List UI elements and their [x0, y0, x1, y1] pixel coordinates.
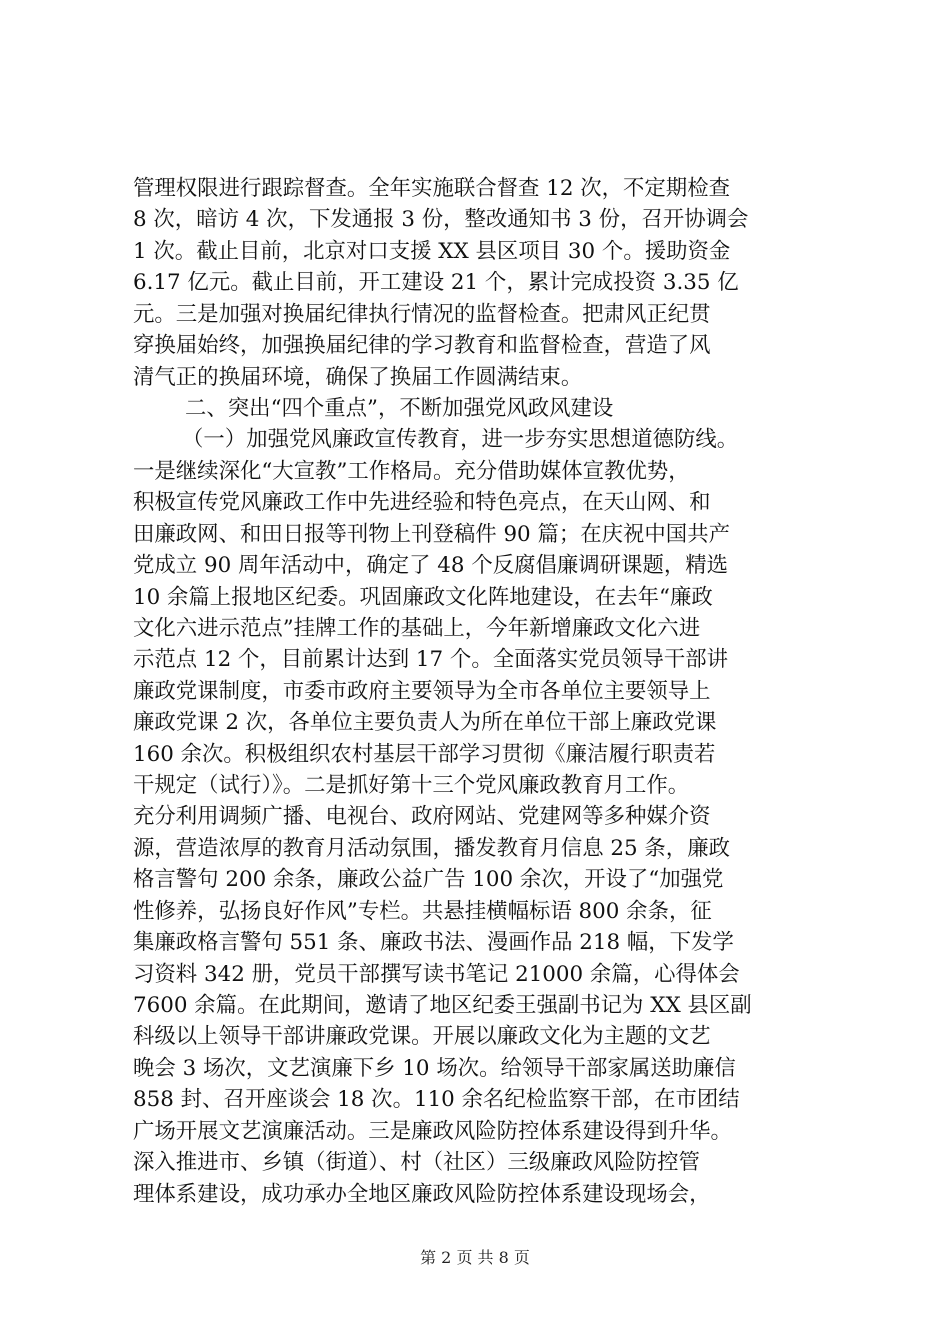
text-line: 10 余篇上报地区纪委。巩固廉政文化阵地建设，在去年“廉政	[133, 585, 713, 610]
text-line: 田廉政网、和田日报等刊物上刊登稿件 90 篇；在庆祝中国共产	[133, 522, 730, 547]
text-line: 示范点 12 个，目前累计达到 17 个。全面落实党员领导干部讲	[133, 647, 729, 672]
text-line: 858 封、召开座谈会 18 次。110 余名纪检监察干部，在市团结	[133, 1087, 740, 1112]
text-line: 党成立 90 周年活动中，确定了 48 个反腐倡廉调研课题，精选	[133, 553, 729, 578]
text-line: 6.17 亿元。截止目前，开工建设 21 个，累计完成投资 3.35 亿	[133, 270, 739, 295]
subsection-heading: （一）加强党风廉政宣传教育，进一步夯实思想道德防线。	[182, 427, 739, 452]
text-line: 8 次，暗访 4 次，下发通报 3 份，整改通知书 3 份，召开协调会	[133, 207, 749, 232]
text-line: 理体系建设，成功承办全地区廉政风险防控体系建设现场会，	[133, 1182, 711, 1207]
text-line: 廉政党课 2 次，各单位主要负责人为所在单位干部上廉政党课	[133, 710, 717, 735]
text-line: 7600 余篇。在此期间，邀请了地区纪委王强副书记为 XX 县区副	[133, 993, 752, 1018]
text-line: 干规定（试行）》。二是抓好第十三个党风廉政教育月工作。	[133, 773, 690, 798]
page-footer: 第 2 页 共 8 页	[420, 1248, 530, 1267]
text-line: 源，营造浓厚的教育月活动氛围，播发教育月信息 25 条，廉政	[133, 836, 730, 861]
text-line: 格言警句 200 余条，廉政公益广告 100 余次，开设了“加强党	[133, 867, 724, 892]
section-heading: 二、突出“四个重点”，不断加强党风政风建设	[185, 396, 614, 421]
text-line: 集廉政格言警句 551 条、廉政书法、漫画作品 218 幅，下发学	[133, 930, 734, 955]
text-line: 深入推进市、乡镇（街道）、村（社区）三级廉政风险防控管	[133, 1150, 700, 1175]
text-line: 晚会 3 场次，文艺演廉下乡 10 场次。给领导干部家属送助廉信	[133, 1056, 736, 1081]
text-line: 广场开展文艺演廉活动。三是廉政风险防控体系建设得到升华。	[133, 1119, 732, 1144]
text-line: 元。三是加强对换届纪律执行情况的监督检查。把肃风正纪贯	[133, 302, 711, 327]
text-line: 性修养，弘扬良好作风”专栏。共悬挂横幅标语 800 余条，征	[133, 899, 712, 924]
text-line: 160 余次。积极组织农村基层干部学习贯彻《廉洁履行职责若	[133, 742, 716, 767]
text-line: 文化六进示范点”挂牌工作的基础上，今年新增廉政文化六进	[133, 616, 701, 641]
text-line: 管理权限进行跟踪督查。全年实施联合督查 12 次，不定期检查	[133, 176, 730, 201]
text-line: 充分利用调频广播、电视台、政府网站、党建网等多种媒介资	[133, 804, 711, 829]
text-line: 清气正的换届环境，确保了换届工作圆满结束。	[133, 365, 583, 390]
text-line: 1 次。截止目前，北京对口支援 XX 县区项目 30 个。援助资金	[133, 239, 731, 264]
text-line: 廉政党课制度，市委市政府主要领导为全市各单位主要领导上	[133, 679, 711, 704]
text-line: 积极宣传党风廉政工作中先进经验和特色亮点，在天山网、和	[133, 490, 711, 515]
text-line: 一是继续深化“大宣教”工作格局。充分借助媒体宣教优势，	[133, 459, 690, 484]
text-line: 科级以上领导干部讲廉政党课。开展以廉政文化为主题的文艺	[133, 1024, 711, 1049]
text-line: 习资料 342 册，党员干部撰写读书笔记 21000 余篇，心得体会	[133, 962, 740, 987]
text-line: 穿换届始终，加强换届纪律的学习教育和监督检查，营造了风	[133, 333, 711, 358]
